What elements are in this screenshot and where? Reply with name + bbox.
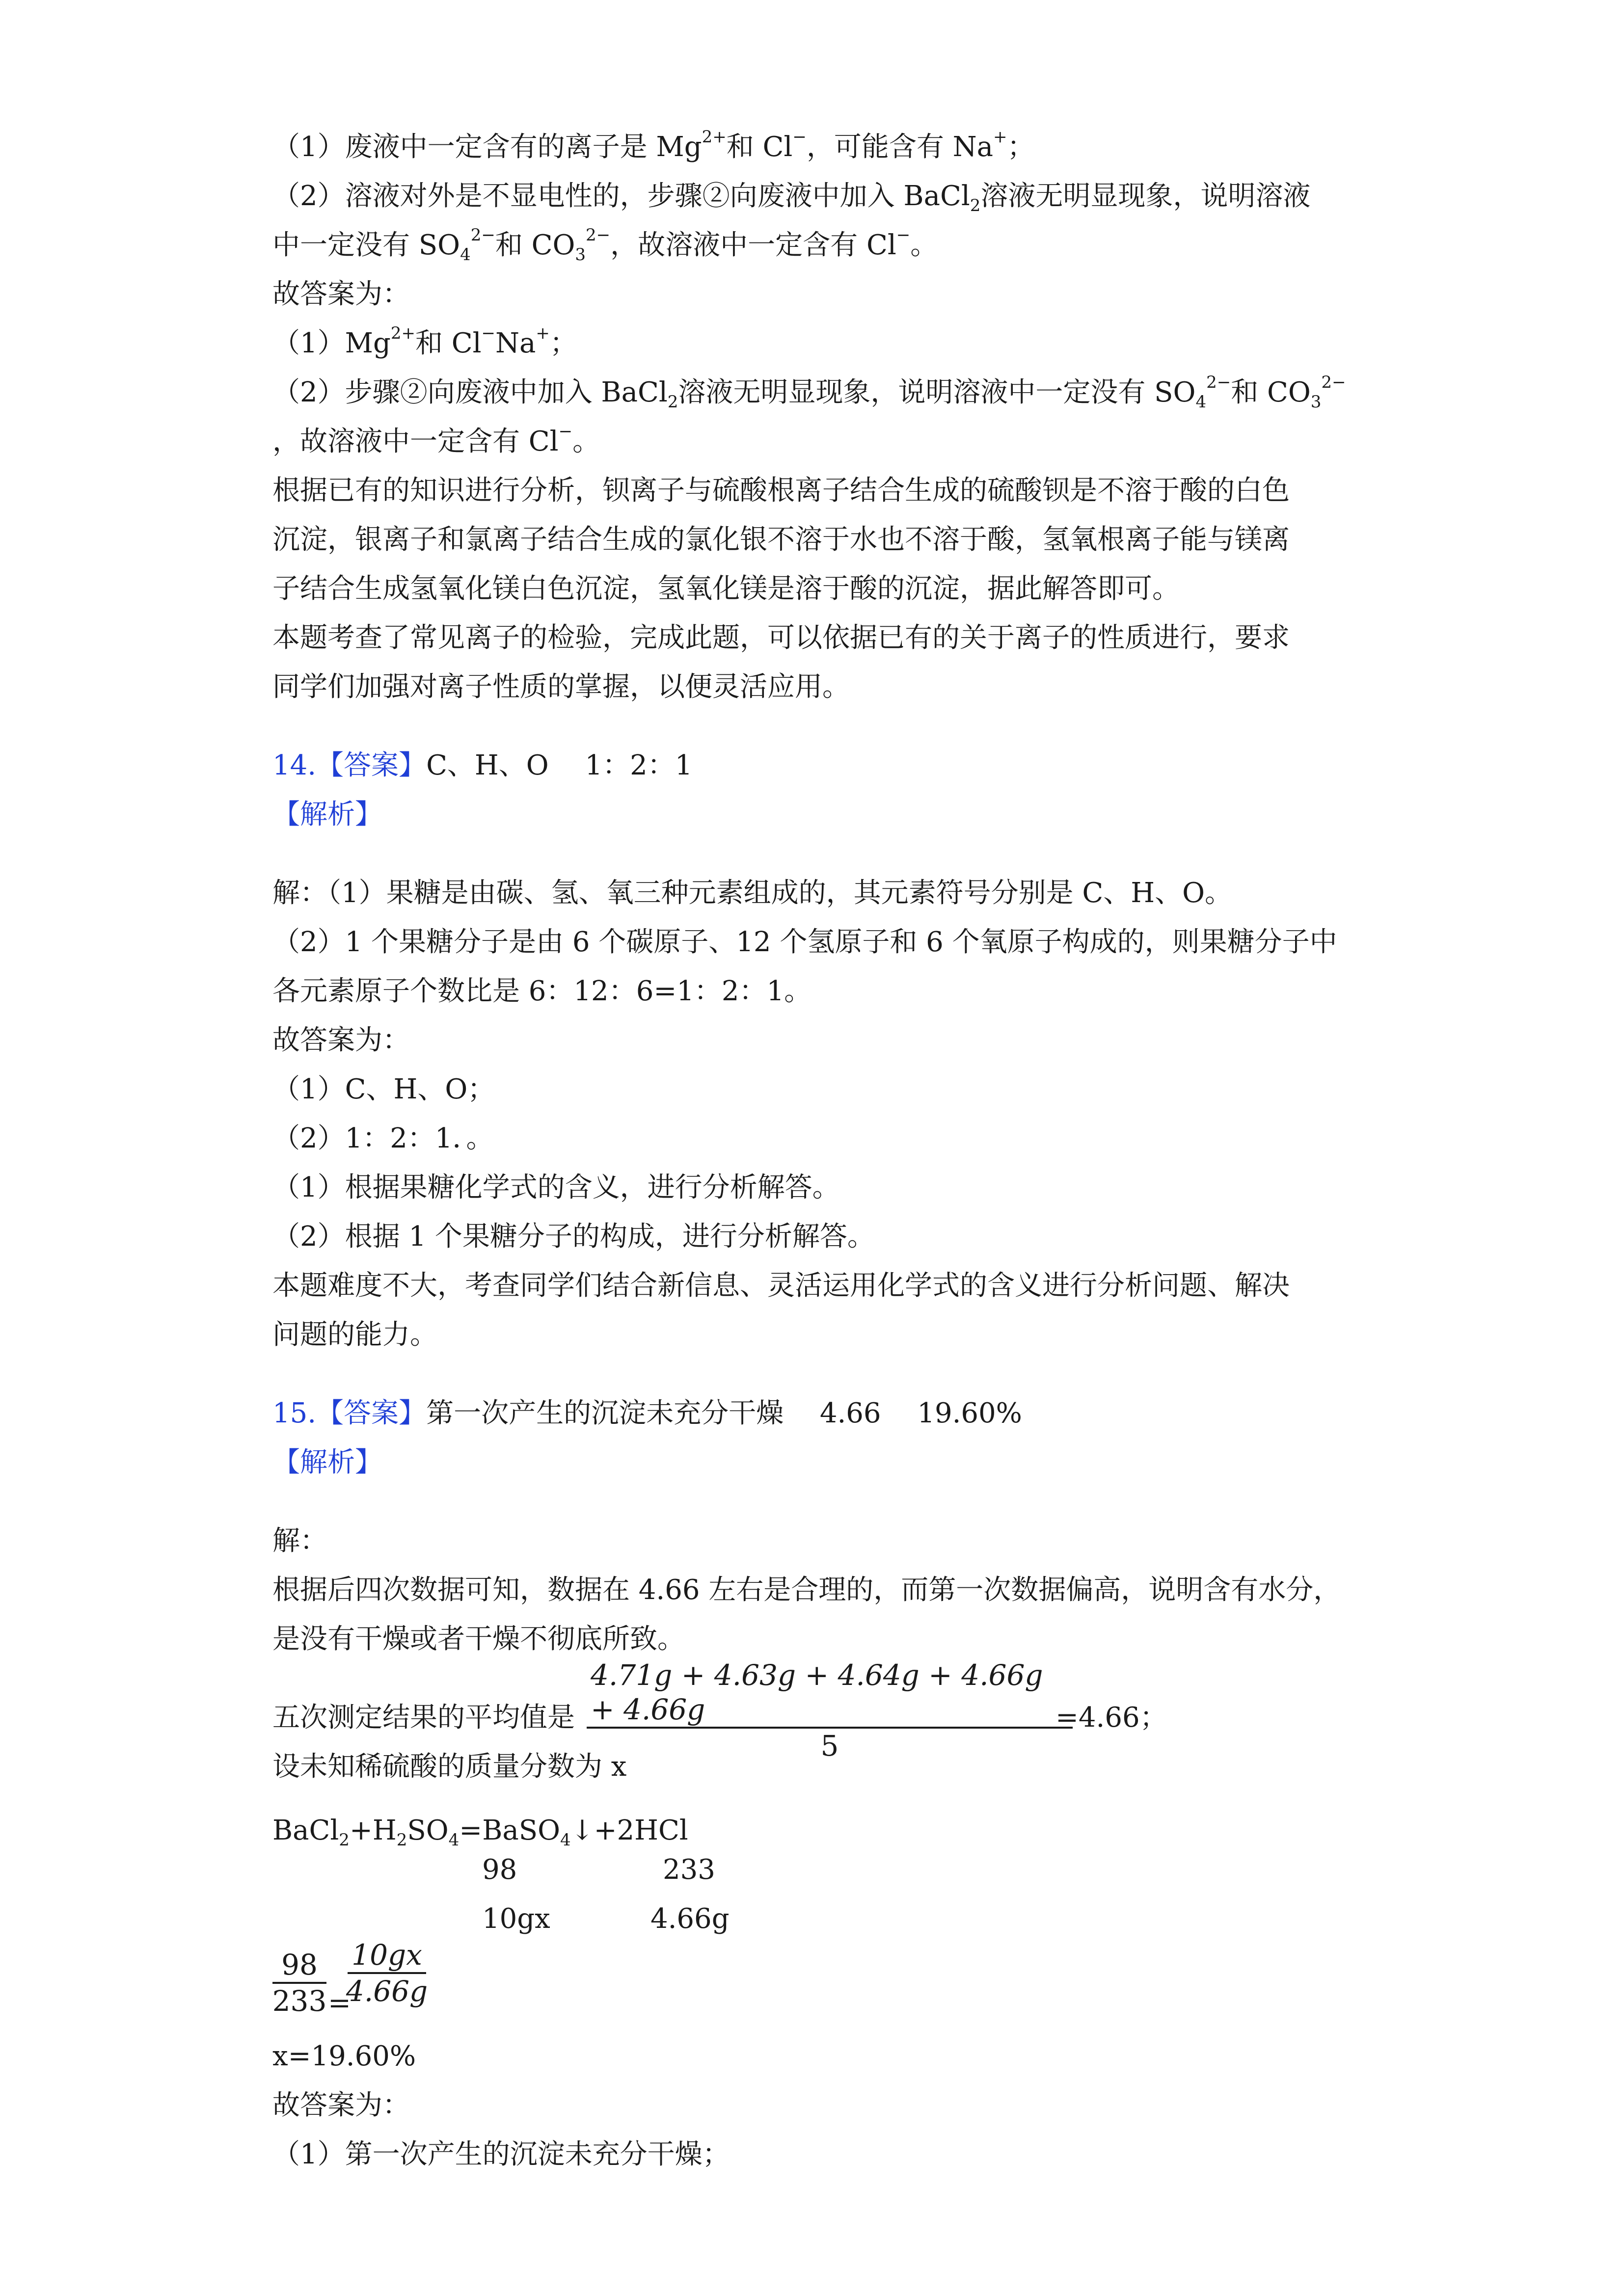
q13-line-1: （1）废液中一定含有的离子是 $Mg^{2+}$和 Cl−，可能含有 Na+； [272,127,1035,163]
q15-ratio-left-denominator: 233 [272,1984,327,2018]
q15-ratio-left [272,1948,326,2018]
q13-line-7: ，故溶液中一定含有 Cl−。 [272,422,600,457]
q15-line-5: 设未知稀硫酸的质量分数为 x [272,1751,627,1783]
q13-line-6: （2）步骤②向废液中加入 BaCl$_2$溶液无明显现象，说明溶液中一定没有 $SO_4^{2-}$和 $CO_3^{2-}$ [272,373,1346,412]
q15-analysis-tag: 【解析】 [272,1446,382,1478]
q13-line-8: 根据已有的知识进行分析，钡离子与硫酸根离子结合生成的硫酸钡是不溶于酸的白色 [272,475,1290,507]
q15-answer: 第一次产生的沉淀未充分干燥 4.66 19.60% [426,1397,1022,1429]
q14-line-7: （1）根据果糖化学式的含义，进行分析解答。 [272,1172,840,1203]
q15-ratio-right [348,1938,426,2008]
q14-line-8: （2）根据 1 个果糖分子的构成，进行分析解答。 [272,1221,875,1253]
q15-answer-tag: 15.【答案】 [272,1397,427,1429]
q14-line-3: 各元素原子个数比是 6：12：6=1：2：1。 [272,975,812,1007]
q13-line-10: 子结合生成氢氧化镁白色沉淀，氢氧化镁是溶于酸的沉淀，据此解答即可。 [272,573,1180,605]
q15-ratio-right-denominator: 4.66g [346,1975,428,2008]
q15-equation: $BaCl_2+H_2SO_4=BaSO_4↓+2HCl$ [272,1815,688,1850]
q15-mass-baso4: 4.66g [650,1903,730,1935]
q15-answer-intro: 故答案为： [272,2089,410,2121]
q13-line-4: 故答案为： [272,278,410,310]
q14-answer-line [272,745,692,786]
q15-average-label: 五次测定结果的平均值是 [272,1702,575,1734]
q15-molar-mass-h2so4: 98 [482,1854,517,1886]
q13-line-9: 沉淀，银离子和氯离子结合生成的氯化银不溶于水也不溶于酸，氢氧根离子能与镁离 [272,524,1290,556]
q15-line-3: 是没有干燥或者干燥不彻底所致。 [272,1623,685,1655]
q14-answer: C、H、O 1：2：1 [426,749,693,781]
q14-line-1: 解：（1）果糖是由碳、氢、氧三种元素组成的，其元素符号分别是 C、H、O。 [272,877,1233,909]
q14-answer-tag: 14.【答案】 [272,749,427,781]
q14-analysis-tag: 【解析】 [272,799,382,830]
q15-answer-1: （1）第一次产生的沉淀未充分干燥； [272,2138,730,2170]
q14-line-6: （2）1：2：1．。 [272,1122,494,1154]
q15-line-1: 解： [272,1525,327,1557]
q14-line-4: 故答案为： [272,1024,410,1056]
q14-line-9: 本题难度不大，考查同学们结合新信息、灵活运用化学式的含义进行分析问题、解决 [272,1270,1290,1302]
q13-line-3: 中一定没有 $SO_4^{2-}$和 $CO_3^{2-}$，故溶液中一定含有 Cl−。 [272,225,938,265]
q15-ratio-equals: = [328,1987,351,2019]
q15-mass-h2so4: 10gx [482,1903,550,1935]
q15-answer-line [272,1393,1022,1434]
q14-line-10: 问题的能力。 [272,1319,437,1351]
q14-line-5: （1）C、H、O； [272,1073,495,1105]
q14-line-2: （2）1 个果糖分子是由 6 个碳原子、12 个氢原子和 6 个氧原子构成的，则果糖分子中 [272,926,1337,958]
q13-line-2: （2）溶液对外是不显电性的，步骤②向废液中加入 BaCl$_2$溶液无明显现象，说明溶液 [272,180,1311,215]
q15-average-denominator: 5 [820,1729,839,1762]
q15-average-numerator: 4.71g + 4.63g + 4.64g + 4.66g + 4.66g [591,1658,1043,1726]
q15-average-result: =4.66； [1056,1702,1167,1734]
q15-ratio-left-numerator: 98 [281,1948,318,1981]
q15-ratio-right-numerator: 10gx [352,1938,422,1972]
q15-line-2: 根据后四次数据可知，数据在 4.66 左右是合理的，而第一次数据偏高，说明含有水分， [272,1574,1341,1606]
q13-line-5: $(1)Mg^{2+}$和 Cl−Na+； [272,323,577,359]
q15-x-result: x=19.60% [272,2040,416,2072]
q15-average-fraction [587,1658,1073,1763]
q15-molar-mass-baso4: 233 [663,1854,715,1886]
q13-line-12: 同学们加强对离子性质的掌握，以便灵活应用。 [272,671,850,703]
q13-line-11: 本题考查了常见离子的检验，完成此题，可以依据已有的关于离子的性质进行，要求 [272,622,1290,654]
